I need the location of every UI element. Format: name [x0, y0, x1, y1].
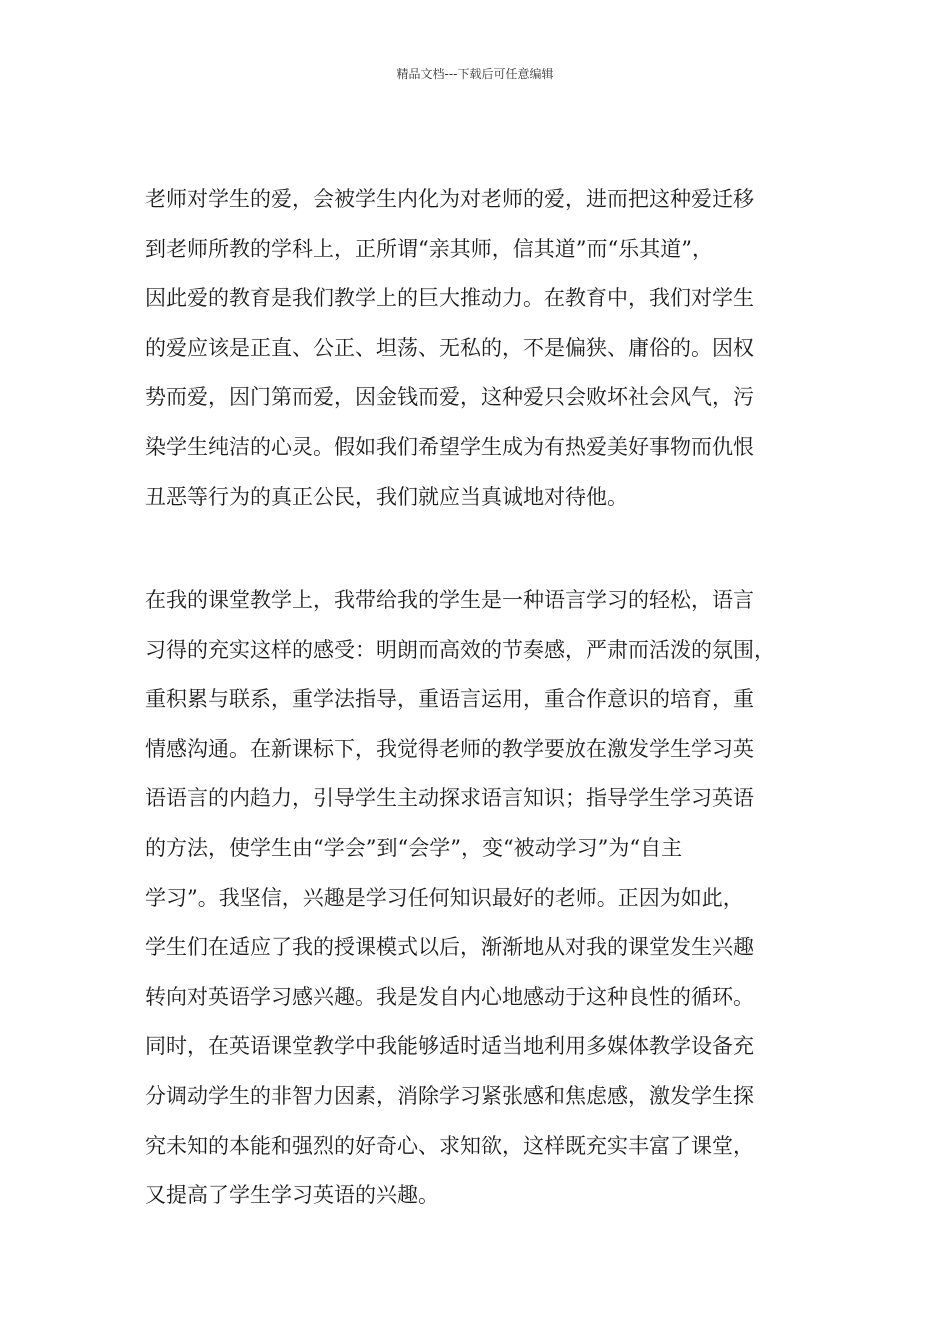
text-line: 习得的充实这样的感受：明朗而高效的节奏感，严肃而活泼的氛围， — [145, 637, 775, 662]
text-line: 重积累与联系，重学法指导，重语言运用，重合作意识的培育，重 — [145, 687, 754, 712]
text-line: 学生们在适应了我的授课模式以后，渐渐地从对我的课堂发生兴趣 — [145, 935, 754, 960]
text-line: 丑恶等行为的真正公民，我们就应当真诚地对待他。 — [145, 484, 628, 509]
text-line: 到老师所教的学科上，正所谓“亲其师，信其道”而“乐其道”， — [145, 236, 713, 261]
paragraph-love-education — [145, 175, 825, 522]
text-line: 转向对英语学习感兴趣。我是发自内心地感动于这种良性的循环。 — [145, 984, 754, 1009]
text-line: 又提高了学生学习英语的兴趣。 — [145, 1183, 439, 1208]
text-line: 在我的课堂教学上，我带给我的学生是一种语言学习的轻松，语言 — [145, 588, 754, 612]
page-header: 精品文档---下载后可任意编辑 — [396, 67, 554, 81]
paragraph-classroom-teaching — [145, 576, 825, 1221]
text-line: 学习”。我坚信，兴趣是学习任何知识最好的老师。正因为如此， — [145, 885, 744, 910]
text-line: 分调动学生的非智力因素，消除学习紧张感和焦虑感，激发学生探 — [145, 1083, 754, 1108]
text-line: 究未知的本能和强烈的好奇心、求知欲，这样既充实丰富了课堂， — [145, 1133, 754, 1158]
text-line: 语语言的内趋力，引导学生主动探求语言知识；指导学生学习英语 — [145, 786, 754, 811]
text-line: 的方法，使学生由“学会”到“会学”，变“被动学习”为“自主 — [145, 835, 683, 860]
text-line: 情感沟通。在新课标下，我觉得老师的教学要放在激发学生学习英 — [145, 736, 754, 761]
text-line: 染学生纯洁的心灵。假如我们希望学生成为有热爱美好事物而仇恨 — [145, 434, 754, 459]
text-line: 势而爱，因门第而爱，因金钱而爱，这种爱只会败坏社会风气，污 — [145, 385, 754, 410]
text-line: 老师对学生的爱，会被学生内化为对老师的爱，进而把这种爱迁移 — [145, 187, 754, 211]
text-line: 的爱应该是正直、公正、坦荡、无私的，不是偏狭、庸俗的。因权 — [145, 335, 754, 360]
text-line: 因此爱的教育是我们教学上的巨大推动力。在教育中，我们对学生 — [145, 286, 754, 311]
text-line: 同时，在英语课堂教学中我能够适时适当地利用多媒体教学设备充 — [145, 1034, 754, 1059]
